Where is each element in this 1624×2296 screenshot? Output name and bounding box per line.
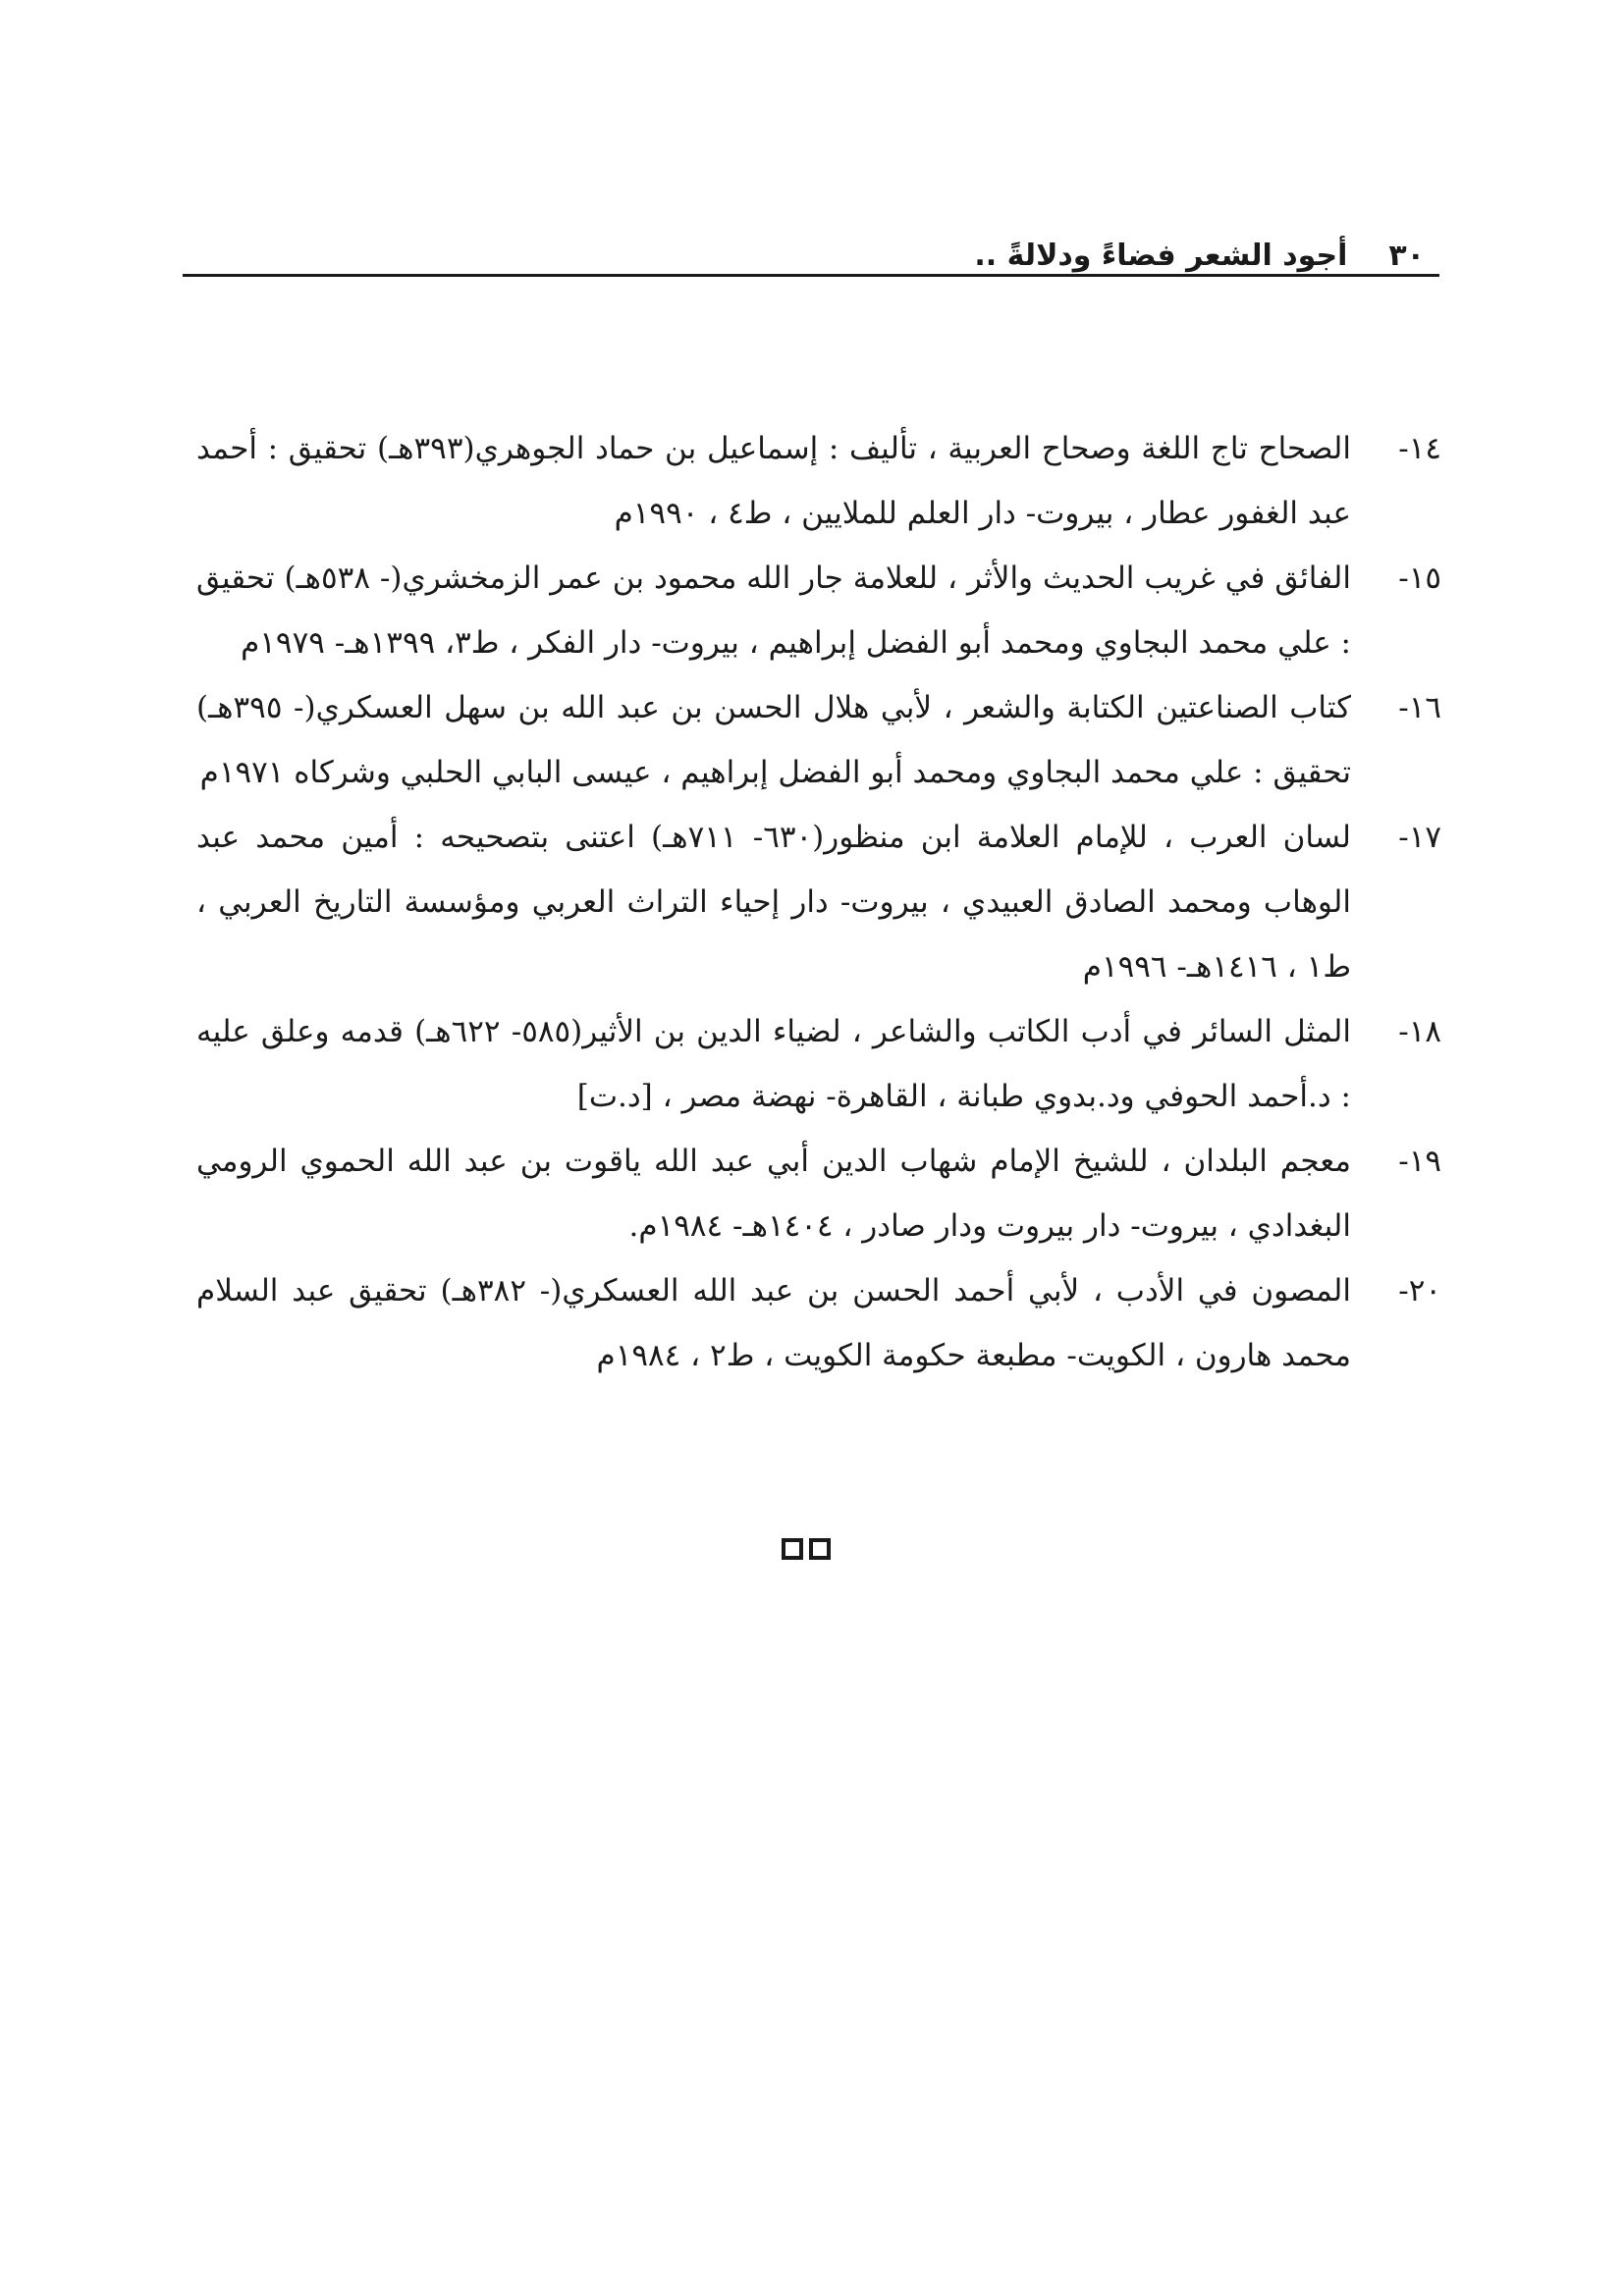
reference-item — [196, 999, 1441, 1129]
running-title: أجود الشعر فضاءً ودلالةً .. — [974, 239, 1348, 273]
reference-number: ١٦- — [1398, 690, 1441, 725]
end-of-section-marks — [782, 1538, 831, 1560]
reference-text: كتاب الصناعتين الكتابة والشعر ، لأبي هلال الحسن بن عبد الله بن سهل العسكري(- ٣٩٥هـ) تحقيق : علي محمد البجاوي ومحمد أبو الفضل إبراهيم ، عيسى البابي الحلبي وشركاه ١٩٧١م — [196, 690, 1351, 790]
reference-number: ١٤- — [1398, 431, 1441, 466]
reference-text: المثل السائر في أدب الكاتب والشاعر ، لضياء الدين بن الأثير(٥٨٥- ٦٢٢هـ) قدمه وعلق عليه : د.أحمد الحوفي ود.بدوي طبانة ، القاهرة- نهضة مصر ، [د.ت] — [196, 1014, 1351, 1114]
reference-text: معجم البلدان ، للشيخ الإمام شهاب الدين أبي عبد الله ياقوت بن عبد الله الحموي الرومي البغدادي ، بيروت- دار بيروت ودار صادر ، ١٤٠٤هـ- ١٩٨٤م. — [196, 1144, 1351, 1244]
reference-text: الصحاح تاج اللغة وصحاح العربية ، تأليف : إسماعيل بن حماد الجوهري(٣٩٣هـ) تحقيق : أحمد عبد الغفور عطار ، بيروت- دار العلم للملايين ، ط٤ ، ١٩٩٠م — [196, 431, 1351, 531]
reference-number: ٢٠- — [1398, 1273, 1441, 1308]
reference-item — [196, 416, 1441, 546]
reference-text: الفائق في غريب الحديث والأثر ، للعلامة جار الله محمود بن عمر الزمخشري(- ٥٣٨هـ) تحقيق : علي محمد البجاوي ومحمد أبو الفضل إبراهيم ، بيروت- دار الفكر ، ط٣، ١٣٩٩هـ- ١٩٧٩م — [196, 561, 1351, 661]
reference-text: لسان العرب ، للإمام العلامة ابن منظور(٦٣٠- ٧١١هـ) اعتنى بتصحيحه : أمين محمد عبد الوهاب ومحمد الصادق العبيدي ، بيروت- دار إحياء التراث العربي ومؤسسة التاريخ العربي ، ط١ ، ١٤١٦هـ- ١٩٩٦م — [196, 820, 1351, 985]
reference-item — [196, 675, 1441, 805]
reference-text: المصون في الأدب ، لأبي أحمد الحسن بن عبد الله العسكري(- ٣٨٢هـ) تحقيق عبد السلام محمد هارون ، الكويت- مطبعة حكومة الكويت ، ط٢ ، ١٩٨٤م — [196, 1273, 1351, 1373]
reference-number: ١٨- — [1398, 1014, 1441, 1049]
square-ornament-icon — [782, 1538, 803, 1560]
square-ornament-icon — [809, 1538, 831, 1560]
page-header — [183, 218, 1436, 273]
reference-number: ١٧- — [1398, 820, 1441, 855]
reference-item — [196, 805, 1441, 999]
reference-item — [196, 1258, 1441, 1388]
reference-item — [196, 546, 1441, 675]
reference-number: ١٥- — [1398, 561, 1441, 596]
reference-list — [196, 416, 1441, 1388]
header-rule — [183, 274, 1439, 277]
reference-number: ١٩- — [1398, 1144, 1441, 1179]
page-number: ٣٠ — [1388, 239, 1425, 273]
reference-item — [196, 1129, 1441, 1258]
